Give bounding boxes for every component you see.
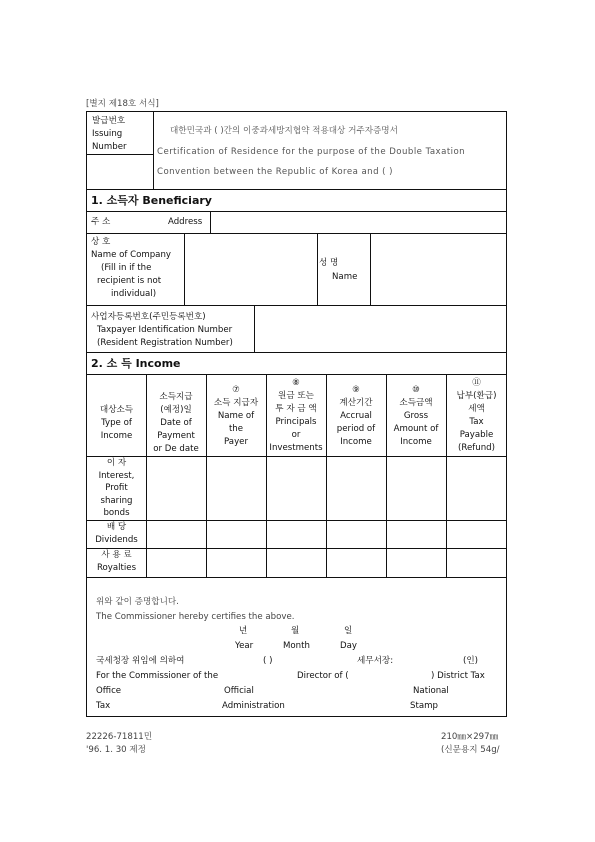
beneficiary-section-title: 1. 소득자 Beneficiary [91, 194, 212, 207]
signature-ko-left: 국세청장 위임에 의하여 [96, 656, 185, 666]
company-label-en: Name of Company [91, 250, 171, 260]
company-label-note3: individual) [111, 289, 157, 299]
divider [87, 548, 506, 549]
title-english-line1: Certification of Residence for the purpose of the Double Taxation [157, 147, 466, 157]
form-code: 22226-71811민 [86, 732, 153, 742]
date-month-en: Month [283, 641, 310, 651]
tin-label-en2: (Resident Registration Number) [97, 338, 233, 348]
divider [87, 374, 506, 375]
row-label-interest: 이 자 Interest, Profit sharing bonds [98, 458, 135, 518]
signature-en-1b: Director of ( [297, 671, 349, 681]
row-label-dividends: 배 당 Dividends [95, 522, 138, 545]
date-day-ko: 일 [344, 626, 353, 636]
certify-line-ko: 위와 같이 증명합니다. [96, 597, 179, 607]
divider [87, 577, 506, 578]
signature-en-2c: National [413, 686, 449, 696]
certify-line-en: The Commissioner hereby certifies the above. [96, 612, 295, 622]
name-label-ko: 성 명 [319, 258, 339, 268]
signature-en-1a: For the Commissioner of the [96, 671, 219, 681]
address-field[interactable] [213, 212, 503, 232]
divider [87, 154, 153, 155]
col-header-gross: ⑩ 소득금액 Gross Amount of Income [393, 385, 439, 447]
form-enact-date: '96. 1. 30 제정 [86, 745, 146, 755]
signature-en-3a: Tax [96, 701, 111, 711]
divider [87, 352, 506, 353]
col-header-date: 소득지급 (예정)일 Date of Payment or De date [153, 392, 199, 454]
divider [184, 233, 185, 305]
signature-seal-mark: (인) [463, 656, 479, 666]
divider [87, 189, 506, 190]
address-label-ko: 주 소 [91, 217, 111, 227]
paper-type: (신문용지 54g/ [441, 745, 500, 755]
signature-en-3b: Administration [222, 701, 285, 711]
col-header-tax: ⑪ 납부(환급) 세액 Tax Payable (Refund) [456, 378, 497, 453]
name-label-en: Name [332, 272, 358, 282]
company-label-note2: recipient is not [97, 276, 162, 286]
tin-field[interactable] [256, 306, 503, 351]
col-header-period: ⑨ 계산기간 Accrual period of Income [336, 385, 376, 447]
date-month-ko: 월 [291, 626, 300, 636]
person-name-field[interactable] [372, 234, 503, 304]
signature-en-2a: Office [96, 686, 122, 696]
row-label-royalties: 사 용 료 Royalties [96, 550, 137, 573]
divider [87, 456, 506, 457]
signature-ko-office-blank: ( ) [263, 656, 273, 666]
signature-ko-office: 세무서장: [357, 656, 394, 666]
date-day-en: Day [340, 641, 357, 651]
signature-en-2b: Official [224, 686, 254, 696]
issuing-number-label-ko: 발급번호 [92, 116, 126, 126]
divider [254, 305, 255, 352]
divider [153, 112, 154, 189]
issuing-number-label-en2: Number [92, 142, 127, 152]
signature-en-3c: Stamp [410, 701, 438, 711]
tin-label-ko: 사업자등록번호(주민등록번호) [91, 312, 206, 322]
issuing-number-label-en: Issuing [92, 129, 123, 139]
divider [87, 520, 506, 521]
divider [210, 211, 211, 233]
signature-en-1c: ) District Tax [431, 671, 485, 681]
divider [317, 233, 318, 305]
date-year-ko: 년 [239, 626, 248, 636]
title-korean: 대한민국과 ( )간의 이중과세방지협약 적용대상 거주자증명서 [170, 126, 398, 136]
company-label-note1: (Fill in if the [101, 263, 152, 273]
income-section-title: 2. 소 득 Income [91, 357, 181, 370]
title-english-line2: Convention between the Republic of Korea and ( ) [157, 167, 393, 177]
col-header-type: 대상소득 Type of Income [99, 405, 134, 441]
col-header-payer: ⑦ 소득 지급자 Name of the Payer [213, 385, 259, 447]
company-label-ko: 상 호 [91, 237, 111, 247]
tin-label-en: Taxpayer Identification Number [97, 325, 233, 335]
paper-size: 210㎜×297㎜ [441, 732, 499, 742]
company-name-field[interactable] [186, 234, 315, 304]
date-year-en: Year [235, 641, 254, 651]
form-label: [별지 제18호 서식] [86, 99, 159, 109]
address-label-en: Address [168, 217, 203, 227]
residence-certificate-form [86, 111, 507, 717]
col-header-principals: ⑧ 원금 또는 투 자 금 액 Principals or Investments [269, 378, 323, 453]
divider [370, 233, 371, 305]
